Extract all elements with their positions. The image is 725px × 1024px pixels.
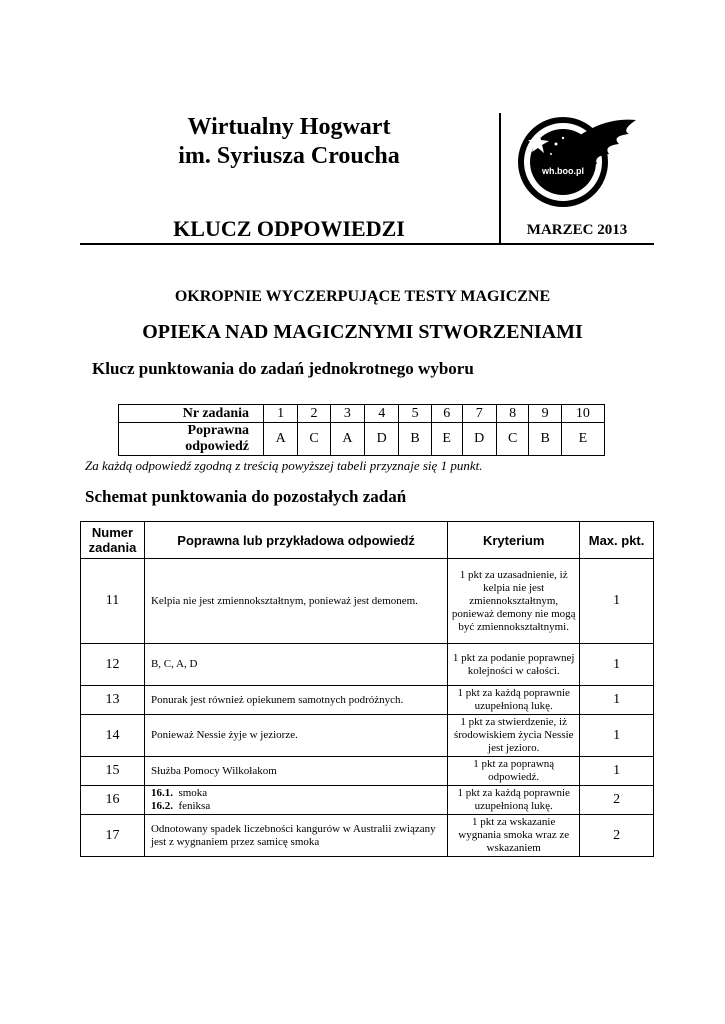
school-name: Wirtualny Hogwart	[187, 114, 391, 140]
task-number: 5	[399, 405, 432, 423]
subtask-answer: feniksa	[178, 800, 211, 812]
answer-text: Odnotowany spadek liczebności kangurów w Australii związany jest z wygnaniem przez samicę smoka	[144, 815, 447, 857]
scoring-heading: Schemat punktowania do pozostałych zadań	[85, 487, 407, 506]
table-row	[81, 715, 654, 757]
correct-answer: A	[330, 423, 364, 456]
max-points: 1	[580, 644, 654, 686]
criterion-text: 1 pkt za każdą poprawnie uzupełnioną lukę.	[448, 686, 580, 715]
answer-text: Służba Pomocy Wilkołakom	[144, 757, 447, 786]
correct-answer: B	[399, 423, 432, 456]
subtask-label: 16.2.	[150, 800, 173, 812]
criterion-text: 1 pkt za wskazanie wygnania smoka wraz ze wskazaniem	[448, 815, 580, 857]
task-number: 12	[81, 644, 145, 686]
max-points: 2	[580, 815, 654, 857]
exam-name: OKROPNIE WYCZERPUJĄCE TESTY MAGICZNE	[174, 288, 551, 305]
table-row	[81, 686, 654, 715]
task-number: 16	[81, 786, 145, 815]
answer-text: Ponurak jest również opiekunem samotnych podróżnych.	[144, 686, 447, 715]
table-header-row	[81, 522, 654, 559]
correct-answer: E	[561, 423, 604, 456]
column-header-number: Numer zadania	[81, 522, 145, 559]
single-choice-table	[118, 404, 605, 456]
row-label: Poprawna odpowiedź	[119, 423, 264, 456]
table-row	[119, 405, 605, 423]
max-points: 1	[580, 559, 654, 644]
task-number: 17	[81, 815, 145, 857]
task-number: 10	[561, 405, 604, 423]
task-number: 3	[330, 405, 364, 423]
correct-answer: D	[365, 423, 399, 456]
task-number: 14	[81, 715, 145, 757]
max-points: 1	[580, 686, 654, 715]
correct-answer: B	[529, 423, 562, 456]
task-number: 8	[496, 405, 529, 423]
subtask-answer: smoka	[178, 787, 208, 799]
scoring-table	[80, 521, 654, 857]
task-number: 1	[264, 405, 298, 423]
column-header-answer: Poprawna lub przykładowa odpowiedź	[144, 522, 447, 559]
criterion-text: 1 pkt za każdą poprawnie uzupełnioną lukę.	[448, 786, 580, 815]
document-type: KLUCZ ODPOWIEDZI	[173, 216, 405, 241]
table-row	[119, 423, 605, 456]
criterion-text: 1 pkt za podanie poprawnej kolejności w całości.	[448, 644, 580, 686]
table-row	[81, 815, 654, 857]
table-row	[81, 559, 654, 644]
task-number: 13	[81, 686, 145, 715]
column-header-criterion: Kryterium	[448, 522, 580, 559]
task-number: 4	[365, 405, 399, 423]
correct-answer: A	[264, 423, 298, 456]
task-number: 2	[298, 405, 331, 423]
task-number: 15	[81, 757, 145, 786]
row-label: Nr zadania	[119, 405, 264, 423]
header-divider-vertical	[499, 113, 501, 245]
header-divider-horizontal	[80, 243, 654, 245]
task-number: 7	[462, 405, 496, 423]
table-row	[81, 786, 654, 815]
answer-text	[144, 786, 447, 815]
answer-text: Kelpia nie jest zmiennokształtnym, ponieważ jest demonem.	[144, 559, 447, 644]
task-number: 9	[529, 405, 562, 423]
table-row	[81, 757, 654, 786]
task-number: 6	[431, 405, 462, 423]
max-points: 2	[580, 786, 654, 815]
max-points: 1	[580, 757, 654, 786]
school-patron: im. Syriusza Croucha	[178, 143, 400, 169]
answer-text: Ponieważ Nessie żyje w jeziorze.	[144, 715, 447, 757]
correct-answer: C	[496, 423, 529, 456]
column-header-points: Max. pkt.	[580, 522, 654, 559]
logo-text: wh.boo.pl	[542, 166, 584, 176]
correct-answer: C	[298, 423, 331, 456]
school-logo	[511, 112, 641, 212]
criterion-text: 1 pkt za stwierdzenie, iż środowiskiem życia Nessie jest jezioro.	[448, 715, 580, 757]
task-number: 11	[81, 559, 145, 644]
criterion-text: 1 pkt za poprawną odpowiedź.	[448, 757, 580, 786]
exam-date: MARZEC 2013	[526, 222, 628, 238]
correct-answer: D	[462, 423, 496, 456]
single-choice-heading: Klucz punktowania do zadań jednokrotnego wyboru	[92, 359, 474, 378]
max-points: 1	[580, 715, 654, 757]
criterion-text: 1 pkt za uzasadnienie, iż kelpia nie jest zmiennokształtnym, ponieważ demony nie mogą być zmiennokształtnymi.	[448, 559, 580, 644]
exam-subject: OPIEKA NAD MAGICZNYMI STWORZENIAMI	[142, 321, 583, 343]
table-row	[81, 644, 654, 686]
subtask-label: 16.1.	[150, 787, 173, 799]
answer-text: B, C, A, D	[144, 644, 447, 686]
bird-emblem-icon	[521, 120, 636, 204]
correct-answer: E	[431, 423, 462, 456]
scoring-note: Za każdą odpowiedź zgodną z treścią powyższej tabeli przyznaje się 1 punkt.	[85, 458, 483, 473]
